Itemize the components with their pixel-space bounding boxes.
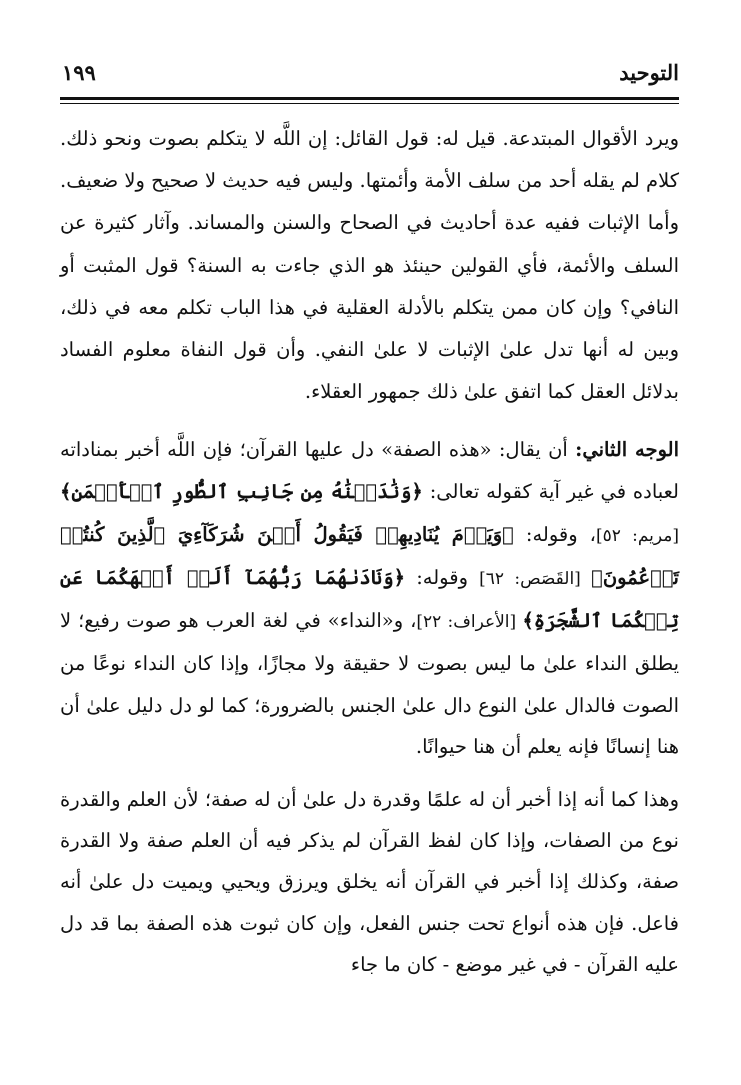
quran-verse-2: ﴿وَيَوۡمَ يُنَادِيهِمۡ فَيَقُولُ أَيۡنَ شُرَكَآءِيَ ٱلَّذِينَ كُنتُمۡ تَزۡعُمُونَ﴾ <box>60 522 679 590</box>
paragraph-2-text-2: ، وقوله: <box>513 522 596 546</box>
verse-reference-3: [الأعراف: ٢٢] <box>416 612 523 633</box>
body-text <box>60 118 679 985</box>
paragraph-1: ويرد الأقوال المبتدعة. قيل له: قول القائل: إن اللَّه لا يتكلم بصوت ونحو ذلك. كلام لم يقله أحد من سلف الأمة وأئمتها. وليس فيه حديث لا صحيح ولا ضعيف. وأما الإثبات ففيه عدة أحاديث في الصحاح والسنن والمساند. وآثار كثيرة عن السلف والأئمة، فأي القولين حينئذ هو الذي جاءت به السنة؟ قول المثبت أو النافي؟ وإن كان ممن يتكلم بالأدلة العقلية في هذا الباب تكلم معه في ذلك، وبين له أنها تدل علىٰ الإثبات لا علىٰ النفي. وأن قول النفاة معلوم الفساد بدلائل العقل كما اتفق علىٰ ذلك جمهور العقلاء. <box>60 127 679 404</box>
paragraph-2-lead: الوجه الثاني: <box>575 438 679 462</box>
verse-reference-1: [مريم: ٥٢] <box>595 525 680 546</box>
page-header <box>60 58 679 92</box>
page-number: ١٩٩ <box>62 60 96 85</box>
paragraph-2-text-1: أن يقال: «هذه الصفة» دل عليها القرآن؛ فإن اللَّه أخبر بمناداته لعباده في غير آية كقوله تعالى: <box>60 438 679 503</box>
quran-verse-1: ﴿وَنَٰدَيۡنَٰهُ مِن جَانِبِ ٱلطُّورِ ٱلۡأَيۡمَنِ﴾ <box>60 479 423 503</box>
paragraph-2-text-3: وقوله: <box>405 566 480 590</box>
paragraph-2 <box>60 429 679 767</box>
paragraph-2-text-4: ، و«النداء» في لغة العرب هو صوت رفيع؛ لا يطلق النداء علىٰ ما ليس بصوت لا حقيقة ولا مجازًا، وإذا كان النداء نوعًا من الصوت فالدال علىٰ النوع دال علىٰ الجنس بالضرورة؛ كما لو دل دليل علىٰ أن هنا إنسانًا فإنه يعلم أن هنا حيوانًا. <box>60 609 679 758</box>
paragraph-3: وهذا كما أنه إذا أخبر أن له علمًا وقدرة دل علىٰ أن له صفة؛ لأن العلم والقدرة نوع من الصفات، وإذا كان لفظ القرآن لم يذكر فيه أن العلم صفة ولا القدرة صفة، وكذلك إذا أخبر في القرآن أنه يخلق ويرزق ويحيي ويميت دل علىٰ أنه فاعل. فإن هذه أنواع تحت جنس الفعل، وإن كان ثبوت هذه الصفة بما قد دل عليه القرآن - في غير موضع - كان ما جاء <box>60 788 679 976</box>
verse-reference-2: [القَصَص: ٦٢] <box>479 569 592 590</box>
running-title: التوحيد <box>619 60 679 85</box>
quran-verse-3: ﴿وَنَادَىٰهُمَا رَبُّهُمَآ أَلَمۡ أَنۡهَكُمَا عَن تِلۡكُمَا ٱلشَّجَرَةِ﴾ <box>60 566 679 633</box>
header-rule-thick <box>60 97 679 100</box>
header-rule-thin <box>60 103 679 104</box>
